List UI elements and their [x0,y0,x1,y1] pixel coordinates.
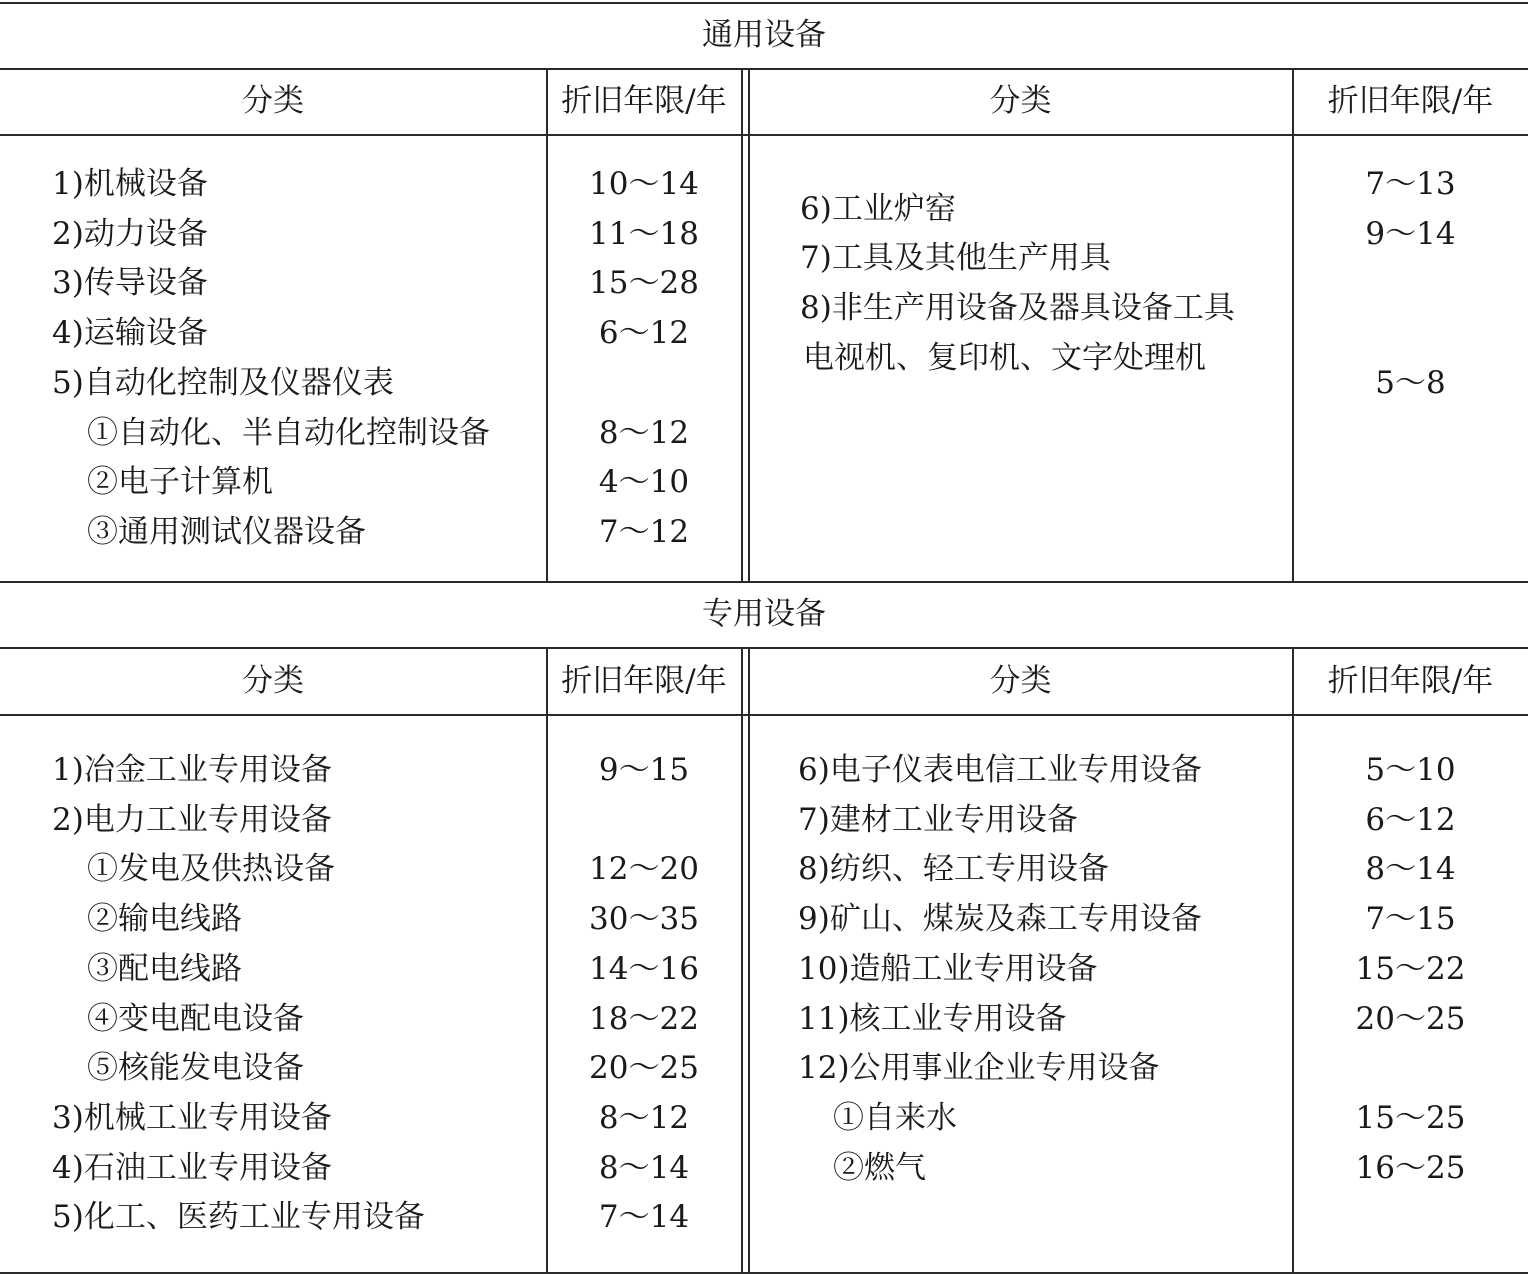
list-item: 4)石油工业专用设备 [52,1149,332,1186]
years-value: 14～16 [589,950,699,987]
list-item: 5)化工、医药工业专用设备 [52,1199,425,1236]
years-value: 8～12 [598,1099,690,1136]
header-years-left: 折旧年限/年 [561,663,727,699]
list-item: 3)机械工业专用设备 [52,1099,332,1136]
rule-top [0,2,1528,4]
rule-special-header-bottom [0,714,1528,716]
years-value: 6～12 [598,315,690,352]
years-value: 30～35 [589,901,699,938]
list-item: ③通用测试仪器设备 [87,513,366,550]
list-item: 2)动力设备 [52,215,208,252]
list-item: ②输电线路 [87,901,242,938]
header-years-left: 折旧年限/年 [561,83,727,119]
years-value: 7～13 [1365,166,1456,202]
list-item: ①发电及供热设备 [87,851,335,888]
years-value: 9～14 [1365,216,1456,252]
list-item: 5)自动化控制及仪器仪表 [52,364,394,401]
list-item: ①自动化、半自动化控制设备 [87,414,490,451]
vrule-general-double-b [748,68,750,582]
list-item: 4)运输设备 [52,315,208,352]
header-category-left: 分类 [242,663,304,699]
vrule-special-double-b [748,647,750,1273]
years-value: 4～10 [598,464,690,501]
list-item: 电视机、复印机、文字处理机 [803,340,1206,376]
years-value: 15～28 [589,265,699,302]
list-item: 8)非生产用设备及器具设备工具 [800,290,1235,326]
list-item: 12)公用事业企业专用设备 [798,1050,1160,1087]
header-category-right: 分类 [989,663,1052,699]
rule-general-header-bottom [0,134,1528,136]
list-item: 8)纺织、轻工专用设备 [798,851,1109,888]
list-item: 6)电子仪表电信工业专用设备 [798,752,1202,788]
list-item: ②电子计算机 [87,464,273,501]
list-item: ④变电配电设备 [87,1000,304,1037]
list-item: 11)核工业专用设备 [798,1000,1067,1037]
years-value: 20～25 [589,1050,699,1087]
years-value: 18～22 [589,1000,699,1037]
years-value: 12～20 [589,851,699,888]
list-item: 10)造船工业专用设备 [798,950,1098,987]
years-value: 10～14 [589,166,699,202]
header-years-right: 折旧年限/年 [1327,83,1494,119]
list-item: ⑤核能发电设备 [87,1050,304,1087]
years-value: 5～8 [1375,365,1446,401]
rule-special-title-bottom [0,647,1528,649]
list-item: ②燃气 [833,1149,926,1186]
years-value: 20～25 [1355,1000,1466,1037]
list-item: 3)传导设备 [52,265,208,302]
years-value: 9～15 [598,752,690,788]
rule-bottom [0,1272,1528,1274]
section-title-general: 通用设备 [702,17,826,53]
section-title-special: 专用设备 [702,596,826,632]
years-value: 5～10 [1365,752,1456,788]
years-value: 7～15 [1365,901,1456,938]
years-value: 7～12 [598,513,690,550]
list-item: 7)建材工业专用设备 [798,801,1078,838]
list-item: ①自来水 [833,1099,957,1136]
header-years-right: 折旧年限/年 [1327,663,1494,699]
list-item: 7)工具及其他生产用具 [800,240,1111,276]
list-item: ③配电线路 [87,950,242,987]
list-item: 1)冶金工业专用设备 [52,752,332,788]
years-value: 8～14 [598,1149,690,1186]
years-value: 15～22 [1355,950,1466,987]
years-value: 16～25 [1355,1149,1466,1186]
years-value: 8～12 [598,414,690,451]
years-value: 15～25 [1355,1099,1466,1136]
header-category-left: 分类 [242,83,304,119]
vrule-general-double-a [741,68,743,582]
list-item: 2)电力工业专用设备 [52,801,332,838]
list-item: 9)矿山、煤炭及森工专用设备 [798,901,1202,938]
years-value: 6～12 [1365,801,1456,838]
list-item: 1)机械设备 [52,166,208,202]
rule-general-title-bottom [0,68,1528,70]
header-category-right: 分类 [989,83,1052,119]
vrule-special-double-a [741,647,743,1273]
years-value: 11～18 [589,215,699,252]
vrule-general-col3 [1292,68,1294,582]
rule-general-bottom [0,581,1528,583]
years-value: 8～14 [1365,851,1456,888]
years-value: 7～14 [598,1199,690,1236]
list-item: 6)工业炉窑 [800,191,956,227]
